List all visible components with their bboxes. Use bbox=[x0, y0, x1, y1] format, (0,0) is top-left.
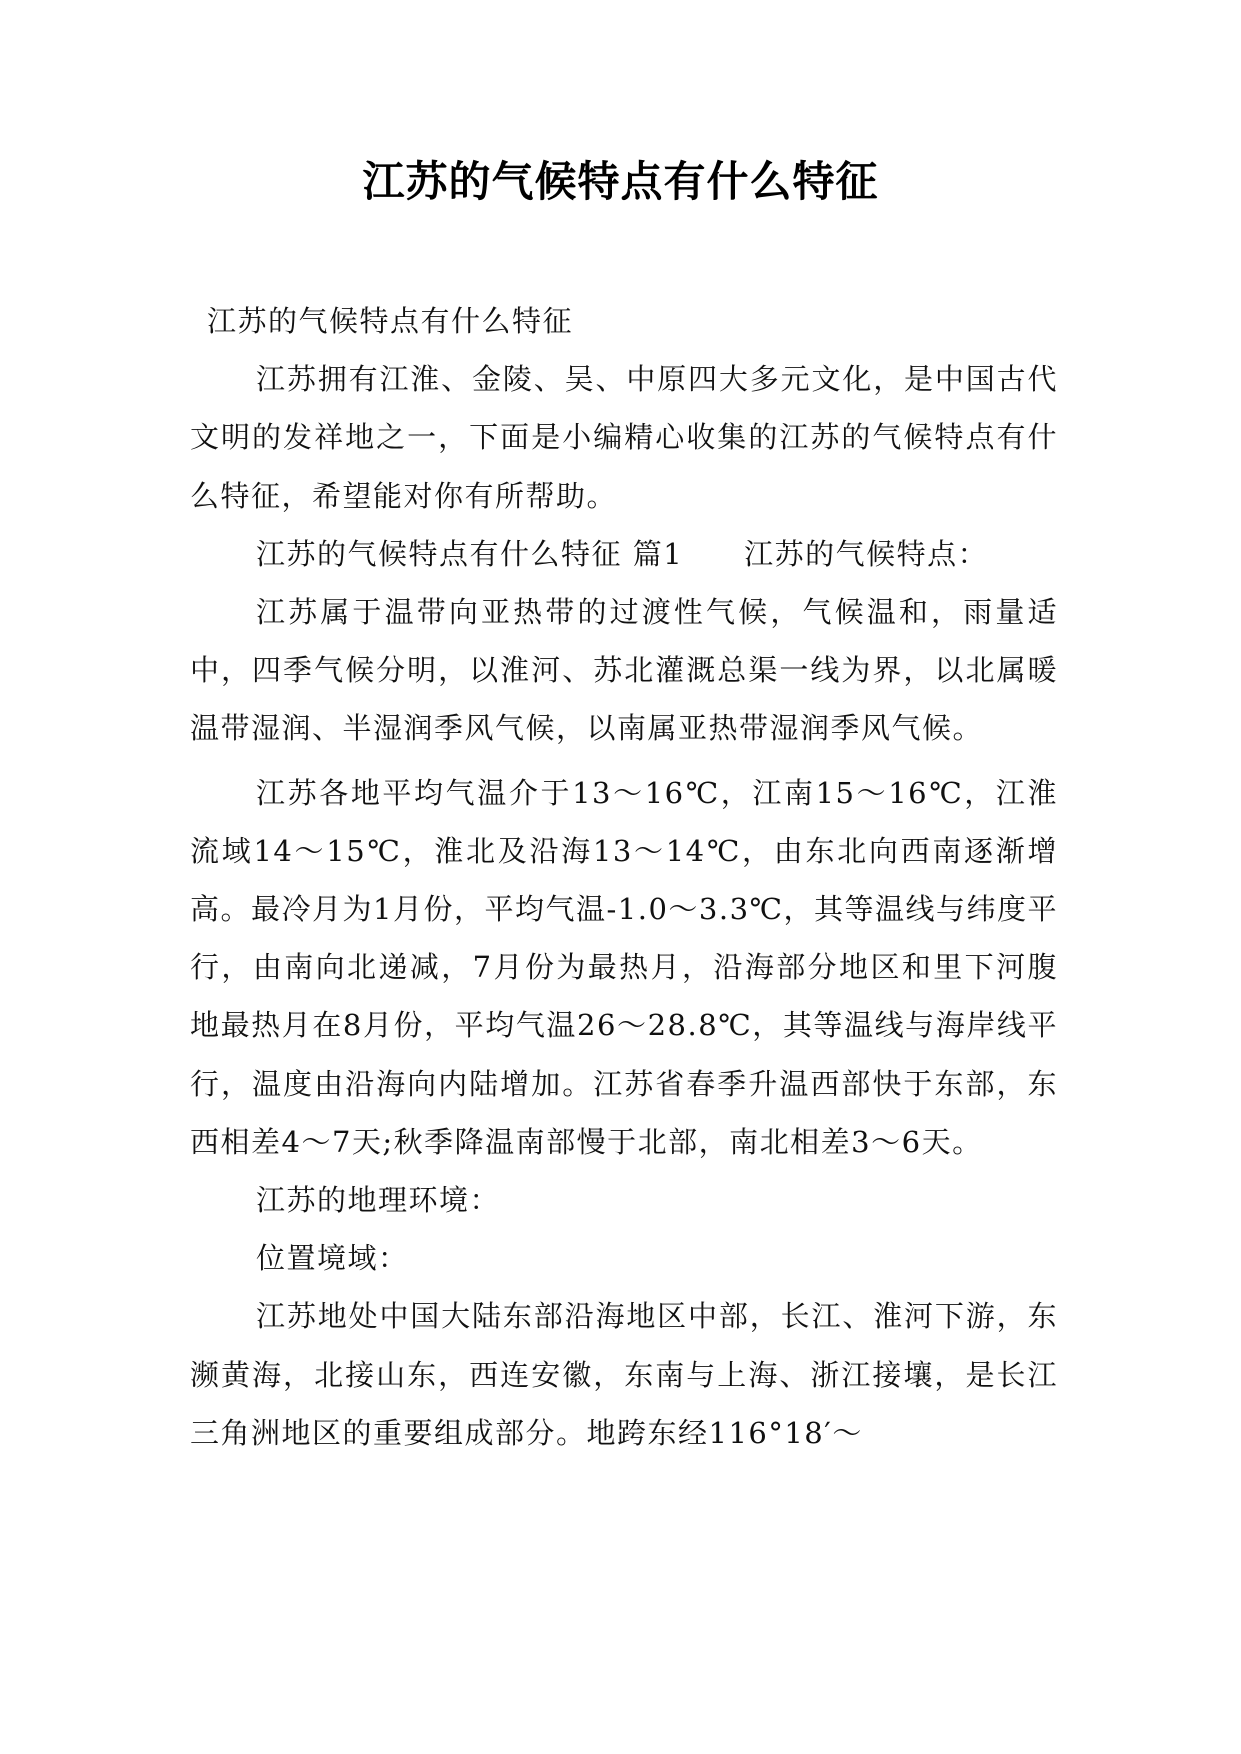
geography-heading: 江苏的地理环境： bbox=[256, 1183, 501, 1218]
climate-type-paragraph: 江苏属于温带向亚热带的过渡性气候，气候温和，雨量适中，四季气候分明，以淮河、苏北灌溉总渠一线为界，以北属暖温带湿润、半湿润季风气候，以南属亚热带湿润季风气候。 bbox=[190, 595, 1058, 746]
document-subtitle: 江苏的气候特点有什么特征 bbox=[207, 304, 574, 338]
location-heading: 位置境域： bbox=[256, 1241, 409, 1276]
document-body bbox=[190, 292, 1058, 1462]
document-title: 江苏的气候特点有什么特征 bbox=[362, 157, 879, 206]
section-heading-part1: 江苏的气候特点有什么特征 篇1 江苏的气候特点： bbox=[256, 536, 989, 571]
temperature-paragraph: 江苏各地平均气温介于13～16℃，江南15～16℃，江淮流域14～15℃，淮北及沿海13～14℃，由东北向西南逐渐增高。最冷月为1月份，平均气温-1.0～3.3℃，其等温线与纬度平行，由南向北递减，7月份为最热月，沿海部分地区和里下河腹地最热月在8月份，平均气温26～28.8℃，其等温线与海岸线平行，温度由沿海向内陆增加。江苏省春季升温西部快于东部，东西相差4～7天;秋季降温南部慢于北部，南北相差3～6天。 bbox=[190, 775, 1058, 1159]
location-paragraph: 江苏地处中国大陆东部沿海地区中部，长江、淮河下游，东濒黄海，北接山东，西连安徽，东南与上海、浙江接壤，是长江三角洲地区的重要组成部分。地跨东经116°18′～ bbox=[190, 1299, 1058, 1450]
intro-paragraph: 江苏拥有江淮、金陵、吴、中原四大多元文化，是中国古代文明的发祥地之一，下面是小编精心收集的江苏的气候特点有什么特征，希望能对你有所帮助。 bbox=[190, 362, 1058, 513]
